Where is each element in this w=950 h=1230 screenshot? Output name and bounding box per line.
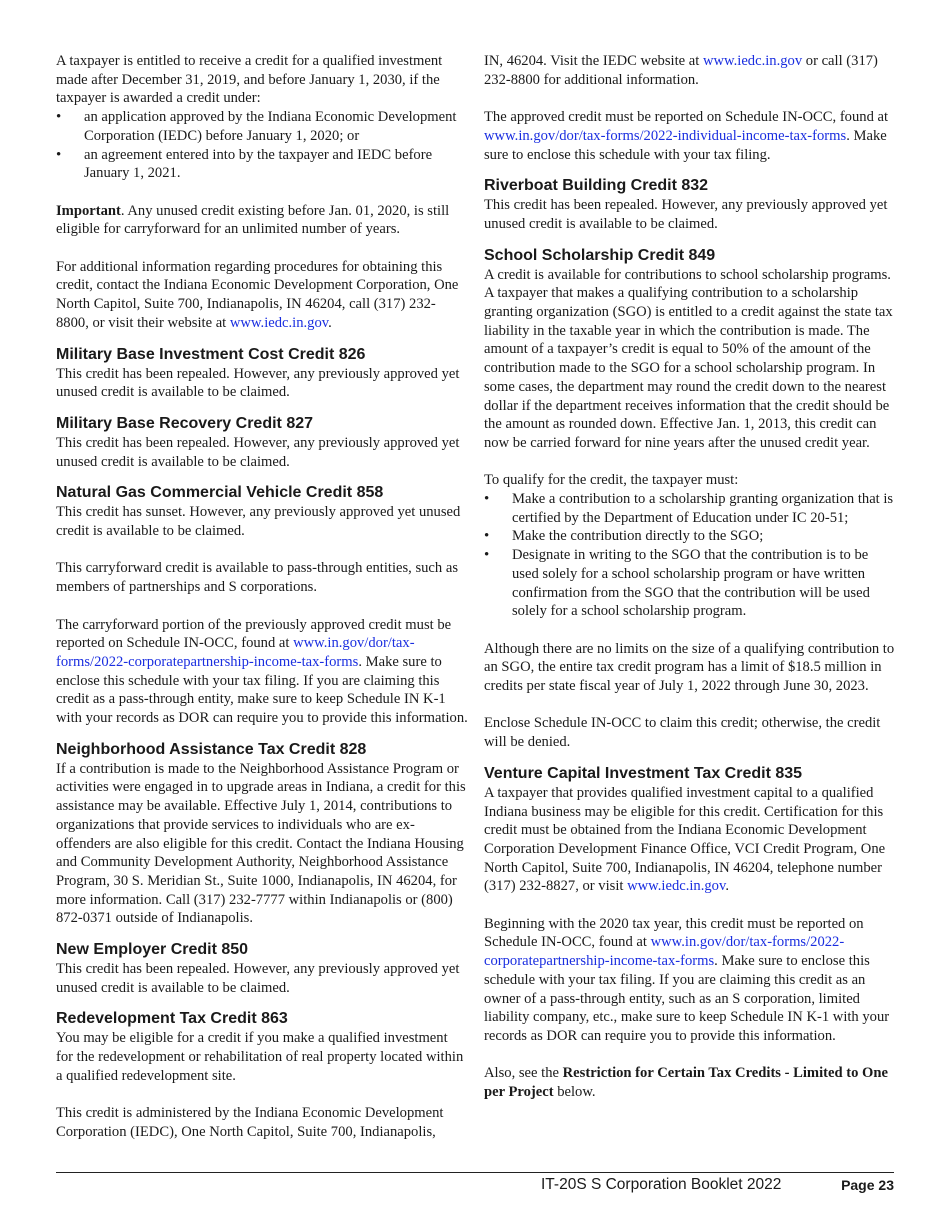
section-heading-military-investment: Military Base Investment Cost Credit 826 bbox=[56, 345, 366, 363]
redevelopment-continued: IN, 46204. Visit the IEDC website at www.iedc.in.gov or call (317) 232-8800 for additional information. bbox=[484, 53, 878, 88]
individual-tax-forms-link[interactable]: www.in.gov/dor/tax-forms/2022-individual-income-tax-forms bbox=[484, 127, 847, 144]
important-label: Important bbox=[56, 202, 121, 219]
intro-bullet-list bbox=[56, 108, 468, 183]
list-item: • an agreement entered into by the taxpayer and IEDC before January 1, 2021. bbox=[56, 146, 468, 183]
natural-gas-text-1: This credit has sunset. However, any previously approved yet unused credit is available to be claimed. bbox=[56, 504, 461, 540]
page-number: Page 23 bbox=[841, 1177, 894, 1193]
section-heading-scholarship: School Scholarship Credit 849 bbox=[484, 246, 716, 264]
redevelopment-text-1: You may be eligible for a credit if you make a qualified investment for the redevelopment or rehabilitation of real property located within a qualified redevelopment site. bbox=[56, 1030, 464, 1084]
scholarship-bullet-list bbox=[484, 490, 896, 621]
section-heading-military-recovery: Military Base Recovery Credit 827 bbox=[56, 414, 314, 432]
intro-paragraph: A taxpayer is entitled to receive a credit for a qualified investment made after December 31, 2019, and before January 1, 2030, if the taxpayer is awarded a credit under: bbox=[56, 53, 443, 107]
corporate-tax-forms-link[interactable]: www.in.gov/dor/tax-forms/2022-corporatepartnership-income-tax-forms bbox=[56, 635, 415, 670]
redevelopment-text-2: This credit is administered by the Indiana Economic Development Corporation (IEDC), One North Capitol, Suite 700, Indianapolis, bbox=[56, 1105, 444, 1140]
natural-gas-text-3: The carryforward portion of the previously approved credit must be reported on Schedule IN-OCC, found at www.in.gov/dor/tax-forms/2022-corporatepartnership-income-tax-forms. Make sure to enclose this schedule with your tax filing. If you are claiming this credit as a pass-through entity, make sure to keep Schedule IN K-1 with your records as DOR can require you to provide this information. bbox=[56, 616, 468, 727]
venture-text-2: Beginning with the 2020 tax year, this credit must be reported on Schedule IN-OCC, found at www.in.gov/dor/tax-forms/2022-corporatepartnership-income-tax-forms. Make sure to enclose this schedule with your tax filing. If you are claiming this credit as an owner of a pass-through entity, such as an S corporation, limited liability company, etc., make sure to keep Schedule IN K-1 with your records as DOR can require you to provide this information. bbox=[484, 915, 890, 1044]
footer-divider bbox=[56, 1172, 894, 1173]
restriction-reference: Restriction for Certain Tax Credits - Limited to One per Project bbox=[484, 1065, 888, 1101]
new-employer-text: This credit has been repealed. However, any previously approved yet unused credit is available to be claimed. bbox=[56, 961, 460, 996]
left-column bbox=[56, 52, 468, 1142]
section-heading-redevelopment: Redevelopment Tax Credit 863 bbox=[56, 1010, 288, 1028]
section-heading-riverboat: Riverboat Building Credit 832 bbox=[484, 177, 709, 195]
military-recovery-text: This credit has been repealed. However, any previously approved yet unused credit is available to be claimed. bbox=[56, 434, 460, 470]
scholarship-text-1: A credit is available for contributions to school scholarship programs. A taxpayer that makes a qualifying contribution to a scholarship granting organization (SGO) is entitled to a credit against the state tax liability in the taxable year in which the contribution is made. The amount of a taxpayer’s credit is equal to 50% of the amount of the contribution made to the SGO for a school scholarship program. In some cases, the department may round the credit down to the nearest dollar if the department receives information that the credit should be the amount as rounded down. Effective Jan. 1, 2013, this credit can now be carried forward for nine years after the unused credit year. bbox=[484, 266, 893, 451]
iedc-link[interactable]: www.iedc.in.gov bbox=[229, 314, 329, 331]
list-item: • Designate in writing to the SGO that the contribution is to be used solely for a school scholarship program or have written confirmation from the SGO that the contribution will be used solely for a school scholarship program. bbox=[484, 546, 896, 621]
scholarship-qualify-intro: To qualify for the credit, the taxpayer must: bbox=[484, 472, 739, 489]
scholarship-text-2: Although there are no limits on the size of a qualifying contribution to an SGO, the entire tax credit program has a limit of $18.5 million in credits per state fiscal year of July 1, 2022 through June 30, 2023. bbox=[484, 640, 895, 695]
section-heading-new-employer: New Employer Credit 850 bbox=[56, 941, 249, 959]
section-heading-venture: Venture Capital Investment Tax Credit 835 bbox=[484, 764, 803, 782]
right-column bbox=[484, 52, 896, 1102]
venture-text-1: A taxpayer that provides qualified investment capital to a qualified Indiana business may be eligible for this credit. Certification for this credit must be obtained from the Indiana Economic Development Corporation Development Finance Office, VCI Credit Program, One North Capitol, Suite 700, Indianapolis, IN 46204, telephone number (317) 232-8827, or visit www.iedc.in.gov. bbox=[484, 784, 886, 895]
venture-text-3: Also, see the Restriction for Certain Tax Credits - Limited to One per Project below. bbox=[484, 1065, 888, 1101]
military-investment-text: This credit has been repealed. However, any previously approved yet unused credit is available to be claimed. bbox=[56, 365, 460, 401]
list-item: • an application approved by the Indiana Economic Development Corporation (IEDC) before January 1, 2020; or bbox=[56, 108, 468, 145]
important-note: Important. Any unused credit existing before Jan. 01, 2020, is still eligible for carryforward for an unlimited number of years. bbox=[56, 202, 450, 238]
iedc-link[interactable]: www.iedc.in.gov bbox=[627, 878, 726, 895]
section-heading-neighborhood: Neighborhood Assistance Tax Credit 828 bbox=[56, 740, 367, 758]
footer-booklet-title: IT-20S S Corporation Booklet 2022 bbox=[541, 1176, 782, 1193]
neighborhood-text: If a contribution is made to the Neighborhood Assistance Program or activities were engaged in to upgrade areas in Indiana, a credit for this assistance may be available. Effective July 1, 2014, contributions to organizations that provide services to individuals who are ex-offenders are also eligible for this credit. Contact the Indiana Housing and Community Development Authority, Neighborhood Assistance Program, 30 S. Meridian St., Suite 1000, Indianapolis, IN 46204, for more information. Call (317) 232-7777 within Indianapolis or (800) 872-0371 outside of Indianapolis. bbox=[56, 760, 466, 927]
section-heading-natural-gas: Natural Gas Commercial Vehicle Credit 858 bbox=[56, 484, 384, 502]
riverboat-text: This credit has been repealed. However, any previously approved yet unused credit is available to be claimed. bbox=[484, 197, 888, 232]
iedc-link[interactable]: www.iedc.in.gov bbox=[702, 53, 803, 69]
list-item: • Make a contribution to a scholarship granting organization that is certified by the Department of Education under IC 20-51; bbox=[484, 490, 896, 527]
list-item: • Make the contribution directly to the SGO; bbox=[484, 527, 896, 546]
corporate-tax-forms-link[interactable]: www.in.gov/dor/tax-forms/2022-corporatepartnership-income-tax-forms bbox=[484, 934, 845, 970]
natural-gas-text-2: This carryforward credit is available to pass-through entities, such as members of partnerships and S corporations. bbox=[56, 560, 459, 596]
scholarship-text-3: Enclose Schedule IN-OCC to claim this credit; otherwise, the credit will be denied. bbox=[484, 715, 881, 751]
additional-info-paragraph: For additional information regarding procedures for obtaining this credit, contact the Indiana Economic Development Corporation, One North Capitol, Suite 700, Indianapolis, IN 46204, call (317) 232-8800, or visit their website at www.iedc.in.gov. bbox=[56, 258, 459, 331]
approved-credit-paragraph: The approved credit must be reported on Schedule IN-OCC, found at www.in.gov/dor/tax-forms/2022-individual-income-tax-forms. Make sure to enclose this schedule with your tax filing. bbox=[484, 109, 889, 163]
